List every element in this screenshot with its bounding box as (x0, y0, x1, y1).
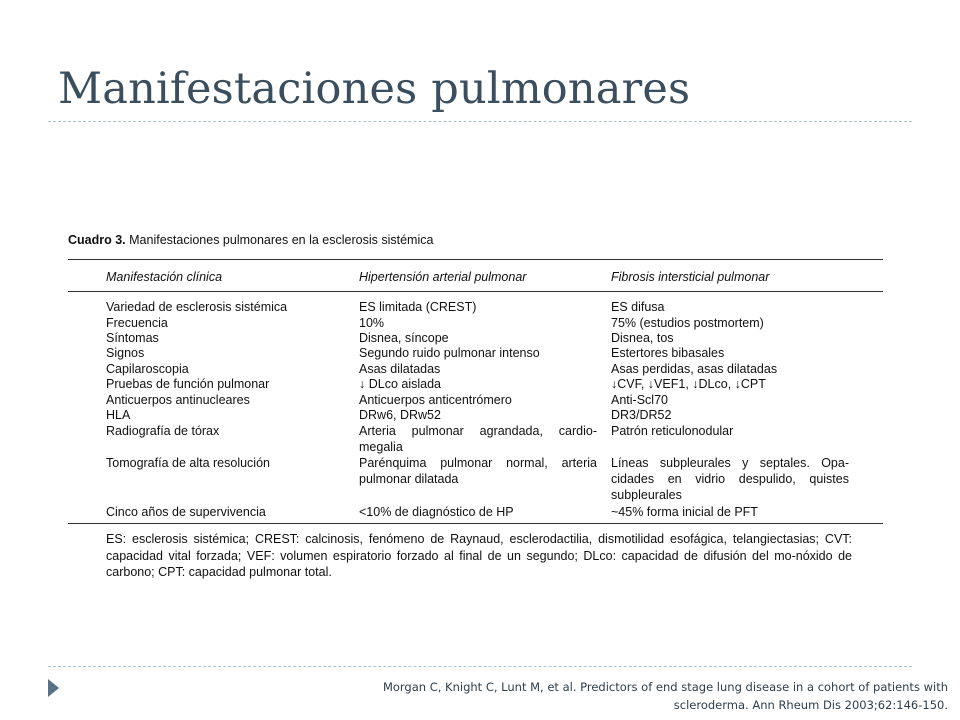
table-cell: DRw6, DRw52 (359, 408, 441, 422)
table-cell: Anticuerpos anticentrómero (359, 393, 512, 407)
table-cell: Líneas subpleurales y septales. Opa-cidades en vidrio despulido, quistes subpleurales (611, 456, 849, 502)
table-cell: Frecuencia (106, 316, 168, 330)
table-cell: Asas dilatadas (359, 362, 441, 376)
table-cell: DR3/DR52 (611, 408, 672, 422)
table-cell: ES difusa (611, 300, 665, 314)
table-cell: ~45% forma inicial de PFT (611, 505, 758, 519)
table-cell: ES limitada (CREST) (359, 300, 477, 314)
table-caption (68, 233, 433, 247)
table-cell: <10% de diagnóstico de HP (359, 505, 514, 519)
table-cell: ↓ DLco aislada (359, 377, 441, 391)
table-cell: HLA (106, 408, 131, 422)
column-header-fibrosis: Fibrosis intersticial pulmonar (611, 270, 770, 284)
table-cell: Estertores bibasales (611, 346, 725, 360)
table-caption-text: Manifestaciones pulmonares en la esclerosis sistémica (125, 233, 434, 247)
table-cell: Tomografía de alta resolución (106, 456, 270, 470)
table-cell: Radiografía de tórax (106, 424, 220, 438)
table-cell: 75% (estudios postmortem) (611, 316, 764, 330)
title-divider (48, 121, 912, 122)
table-footnote: ES: esclerosis sistémica; CREST: calcinosis, fenómeno de Raynaud, esclerodactilia, dismotilidad esofágica, telangiectasias; CVT: capacidad vital forzada; VEF: volumen espiratorio forzado al final de un segundo; DLco: capacidad de difusión del mo-nóxido de carbono; CPT: capacidad pulmonar total. (106, 532, 852, 579)
column-header-hipertension: Hipertensión arterial pulmonar (359, 270, 527, 284)
citation: Morgan C, Knight C, Lunt M, et al. Predictors of end stage lung disease in a cohort of patients with scleroderma. Ann Rheum Dis 2003;62:146-150. (382, 680, 948, 712)
table-cell: Signos (106, 346, 145, 360)
table-top-rule (68, 259, 883, 260)
table-cell: Disnea, síncope (359, 331, 449, 345)
footer-divider (48, 666, 912, 667)
table-header-rule (68, 291, 883, 292)
table-bottom-rule (68, 523, 883, 524)
table-cell: Parénquima pulmonar normal, arteria pulmonar dilatada (359, 456, 597, 486)
table-cell: Disnea, tos (611, 331, 674, 345)
table-caption-label: Cuadro 3. (68, 233, 126, 247)
slide-title: Manifestaciones pulmonares (58, 64, 691, 114)
table-cell: ↓CVF, ↓VEF1, ↓DLco, ↓CPT (611, 377, 766, 391)
table-cell: Síntomas (106, 331, 159, 345)
table-cell: Cinco años de supervivencia (106, 505, 266, 519)
table-cell: 10% (359, 316, 385, 330)
table-cell: Asas perdidas, asas dilatadas (611, 362, 778, 376)
table-cell: Arteria pulmonar agrandada, cardio-megalia (359, 424, 597, 454)
table-cell: Anticuerpos antinucleares (106, 393, 250, 407)
table-cell: Capilaroscopia (106, 362, 189, 376)
table-cell: Segundo ruido pulmonar intenso (359, 346, 540, 360)
table-cell: Anti-Scl70 (611, 393, 668, 407)
table-cell: Pruebas de función pulmonar (106, 377, 270, 391)
table-cell: Variedad de esclerosis sistémica (106, 300, 288, 314)
column-header-manifestacion: Manifestación clínica (106, 270, 223, 284)
table-cell: Patrón reticulonodular (611, 424, 734, 438)
triangle-bullet-icon (48, 679, 59, 697)
